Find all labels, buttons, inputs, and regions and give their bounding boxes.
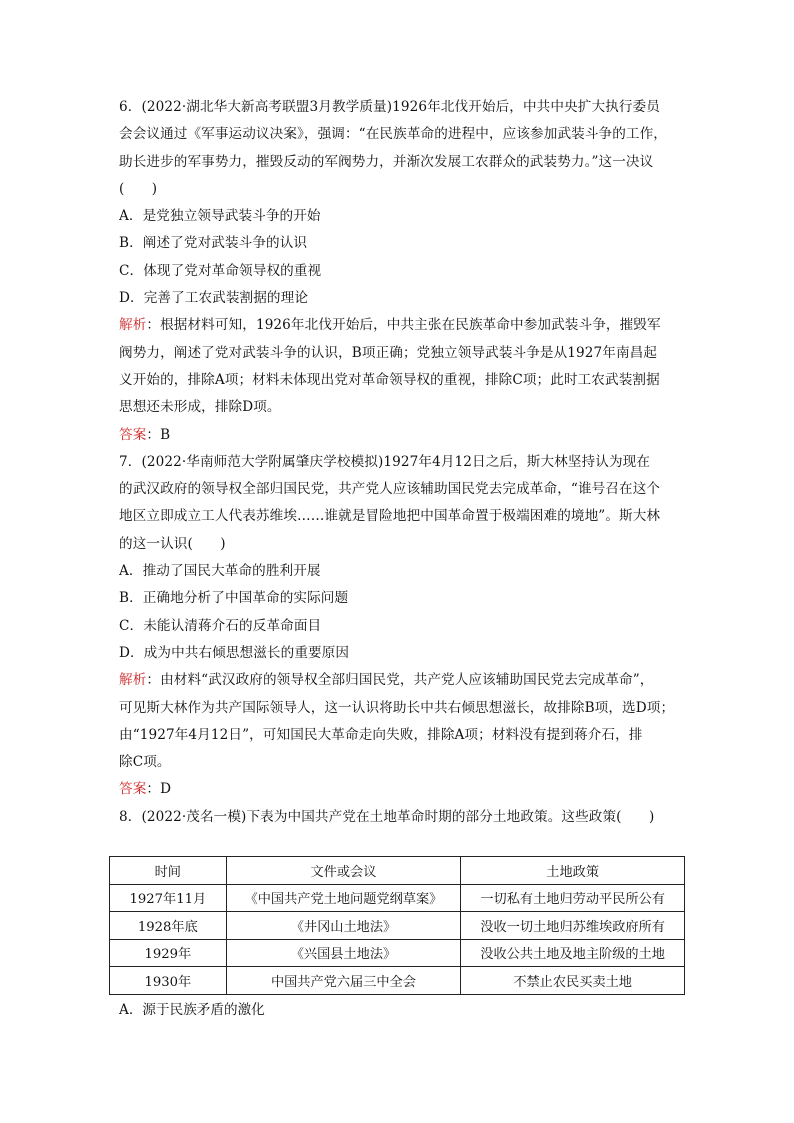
option-d: D．完善了工农武装割据的理论 [119, 290, 309, 307]
table-header-cell: 时间 [110, 857, 227, 885]
answer-line [119, 422, 691, 449]
table-cell: 1927年11月 [110, 884, 227, 912]
analysis-line: 阀势力，阐述了党对武装斗争的认识，B项正确；党独立领导武装斗争是从1927年南昌起 [119, 344, 658, 361]
table-cell: 《井冈山土地法》 [226, 912, 461, 940]
question-8-stem: 8．(2022·茂名一模)下表为中国共产党在土地革命时期的部分土地政策。这些政策( ) [119, 808, 655, 825]
question-stem-line: 的武汉政府的领导权全部归国民党，共产党人应该辅助国民党去完成革命，“谁号召在这个 [119, 481, 661, 498]
analysis-label: 解析 [119, 317, 147, 334]
analysis-line: 义开始的，排除A项；材料未体现出党对革命领导权的重视，排除C项；此时工农武装割据 [119, 371, 660, 388]
analysis-line: 除C项。 [119, 754, 171, 771]
table-cell: 1930年 [110, 967, 227, 995]
analysis-line: 由“1927年4月12日”，可知国民大革命走向失败，排除A项；材料没有提到蒋介石，排 [119, 726, 643, 743]
option-a: A．源于民族矛盾的激化 [119, 1002, 265, 1018]
option-c: C．体现了党对革命领导权的重视 [119, 262, 322, 279]
question-stem-line: 地区立即成立工人代表苏维埃……谁就是冒险地把中国革命置于极端困难的境地”。斯大林 [119, 508, 661, 525]
answer-label: 答案 [119, 781, 147, 798]
question-stem-line: 6．(2022·湖北华大新高考联盟3月教学质量)1926年北伐开始后，中共中央扩大执行委员 [119, 99, 660, 115]
table-cell: 一切私有土地归劳动平民所公有 [461, 884, 685, 912]
question-stem-line: 助长进步的军事势力，摧毁反动的军阀势力，并渐次发展工农群众的武装势力。”这一决议 [119, 153, 654, 170]
land-policy-table [109, 856, 685, 995]
table-header-row [110, 857, 685, 885]
table-cell: 1929年 [110, 939, 227, 967]
table-cell: 中国共产党六届三中全会 [226, 967, 461, 995]
option-b: B．正确地分析了中国革命的实际问题 [119, 590, 349, 607]
analysis-text: ：根据材料可知，1926年北伐开始后，中共主张在民族革命中参加武装斗争，摧毁军 [146, 317, 661, 334]
table-cell: 没收一切土地归苏维埃政府所有 [461, 912, 685, 940]
table-row [110, 939, 685, 967]
table-row [110, 912, 685, 940]
option-a: A．推动了国民大革命的胜利开展 [119, 563, 321, 580]
table-cell: 不禁止农民买卖土地 [461, 967, 685, 995]
table-row [110, 967, 685, 995]
table-header-cell: 土地政策 [461, 857, 685, 885]
analysis-line: 可见斯大林作为共产国际领导人，这一认识将助长中共右倾思想滋长，故排除B项，选D项； [119, 699, 675, 716]
answer-value: ：D [146, 781, 172, 798]
question-stem-line: 会会议通过《军事运动议决案》，强调：“在民族革命的进程中，应该参加武装斗争的工作， [119, 126, 667, 143]
analysis-line [119, 312, 691, 339]
question-stem-line: 7．(2022·华南师范大学附属肇庆学校模拟)1927年4月12日之后，斯大林坚持认为现在 [119, 453, 651, 470]
option-c: C．未能认清蒋介石的反革命面目 [119, 617, 322, 634]
table-header-cell: 文件或会议 [226, 857, 461, 885]
table-row [110, 884, 685, 912]
answer-label: 答案 [119, 426, 147, 443]
question-7 [119, 449, 691, 804]
option-b: B．阐述了党对武装斗争的认识 [119, 235, 308, 252]
analysis-text: ：由材料“武汉政府的领导权全部归国民党，共产党人应该辅助国民党去完成革命”， [146, 672, 654, 689]
document-body [119, 94, 691, 831]
analysis-line: 思想还未形成，排除D项。 [119, 399, 281, 416]
table-cell: 1928年底 [110, 912, 227, 940]
answer-value: ：B [146, 426, 171, 443]
question-stem-line: 的这一认识( ) [119, 535, 226, 552]
option-a: A．是党独立领导武装斗争的开始 [119, 208, 321, 225]
analysis-label: 解析 [119, 672, 147, 689]
question-6 [119, 94, 691, 449]
analysis-line [119, 667, 691, 694]
table-cell: 《兴国县土地法》 [226, 939, 461, 967]
answer-line [119, 776, 691, 803]
table-cell: 没收公共土地及地主阶级的土地 [461, 939, 685, 967]
answer-blank: ( ) [119, 180, 158, 197]
table-cell: 《中国共产党土地问题党纲草案》 [226, 884, 461, 912]
option-d: D．成为中共右倾思想滋长的重要原因 [119, 644, 350, 661]
